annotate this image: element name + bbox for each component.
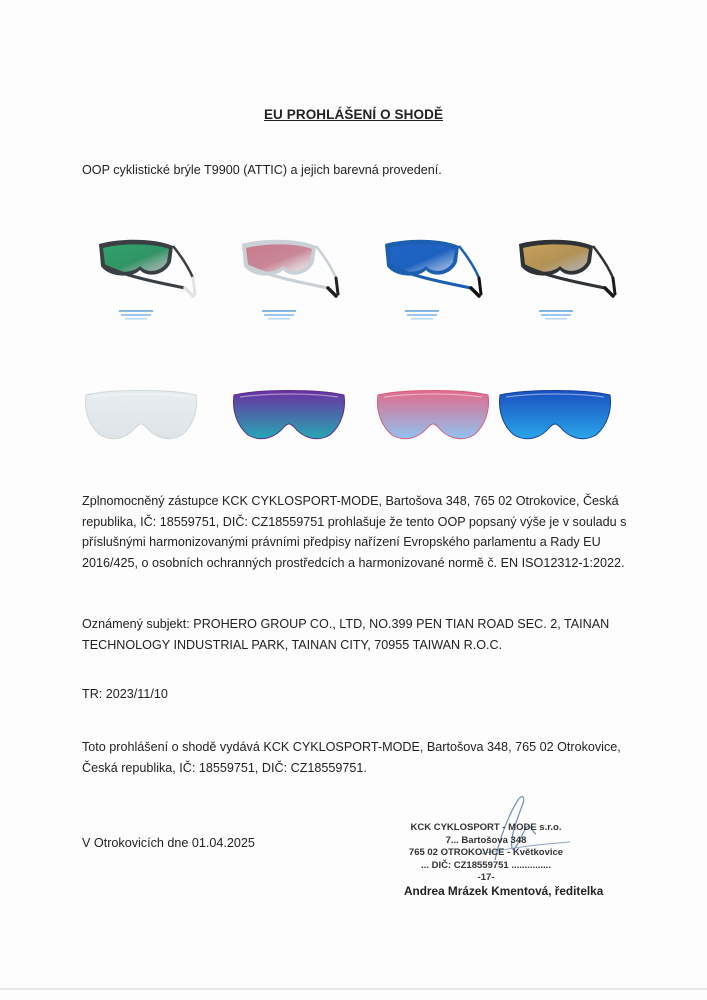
- stamp-line: 7... Bartošova 348: [445, 834, 527, 846]
- glasses-gold-mirror-image: [505, 232, 620, 327]
- stamp-line: ... DIČ: CZ18559751 ...............: [421, 859, 551, 871]
- glasses-blue-mirror-image: [371, 232, 486, 327]
- document-title: EU PROHLÁŠENÍ O SHODĚ: [263, 107, 444, 122]
- lens-blue-image: [496, 387, 614, 445]
- authorized-statement: Zplnomocněný zástupce KCK CYKLOSPORT-MODE, Bartošova 348, 765 02 Otrokovice, Česká republika, IČ: 18559751, DIČ: CZ18559751 prohlašuje že tento OOP popsaný výše je v souladu s příslušnými harmonizovanými právními předpisy nařízení Evropského parlamentu a Rady EU 2016/425, o osobních ochranných prostředcích a harmonizované normě č. EN ISO12312-1:2022.: [82, 494, 627, 570]
- glasses-green-mirror-image: [85, 232, 200, 327]
- stamp-line: 765 02 OTROKOVICE - Květkovice: [408, 847, 564, 858]
- lens-gallery: [82, 387, 622, 447]
- tr-date: TR: 2023/11/10: [82, 687, 168, 701]
- lens-pink-blue-image: [374, 387, 492, 445]
- glasses-pink-mirror-image: [228, 232, 343, 327]
- signer-name: Andrea Mrázek Kmentová, ředitelka: [404, 884, 604, 898]
- place-and-date: V Otrokovicích dne 01.04.2025: [82, 836, 255, 850]
- scan-edge: [0, 988, 707, 990]
- intro-text: OOP cyklistické brýle T9900 (ATTIC) a jejich barevná provedení.: [82, 163, 442, 177]
- company-stamp: [386, 822, 586, 885]
- notified-body: Oznámený subjekt: PROHERO GROUP CO., LTD, NO.399 PEN TIAN ROAD SEC. 2, TAINAN TECHNOLOGY INDUSTRIAL PARK, TAINAN CITY, 70955 TAIWAN R.O.C.: [82, 617, 610, 652]
- issued-by-statement: Toto prohlášení o shodě vydává KCK CYKLOSPORT-MODE, Bartošova 348, 765 02 Otrokovice, Česká republika, IČ: 18559751, DIČ: CZ18559751.: [82, 740, 621, 775]
- stamp-line: -17-: [477, 872, 495, 883]
- lens-purple-green-image: [230, 387, 348, 445]
- stamp-line: KCK CYKLOSPORT - MODE s.r.o.: [410, 822, 562, 833]
- lens-clear-image: [82, 387, 200, 445]
- glasses-gallery: [85, 232, 625, 327]
